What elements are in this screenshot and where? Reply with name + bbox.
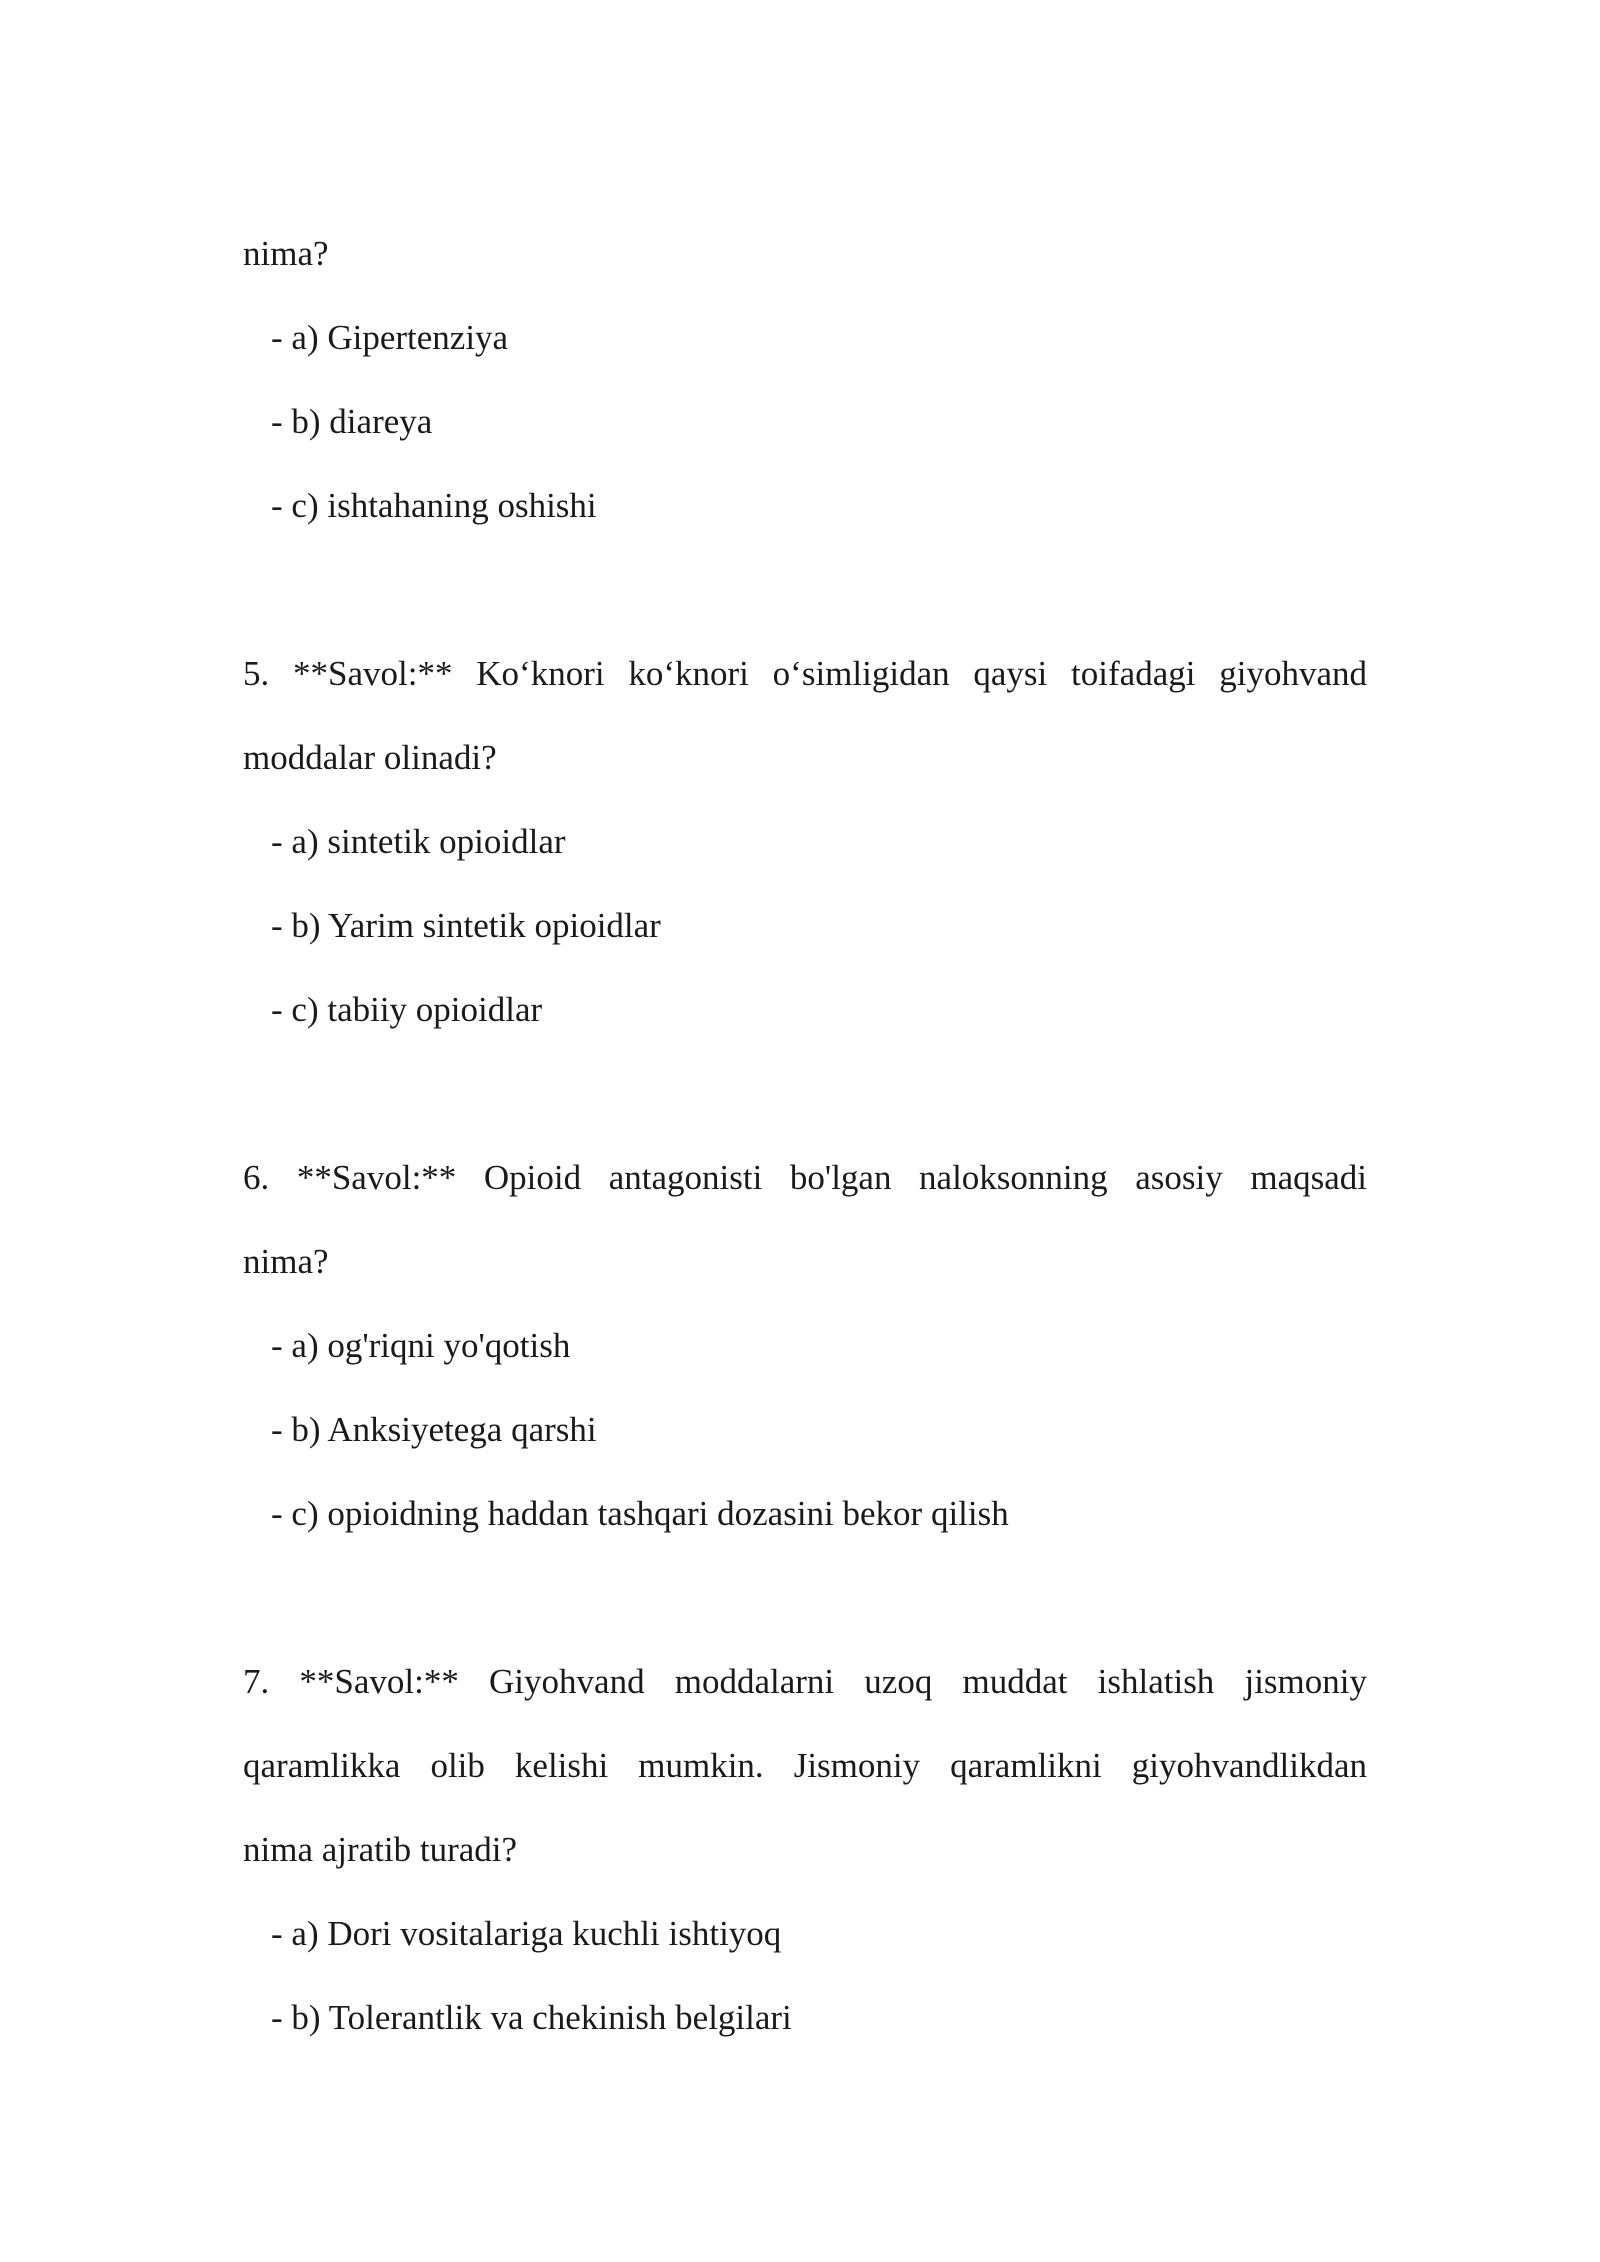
question-5-line-1: 5. **Savol:** Ko‘knori ko‘knori o‘simligidan qaysi toifadagi giyohvand	[243, 654, 1367, 693]
question-4-option-c: - c) ishtahaning oshishi	[271, 486, 597, 525]
question-6-line-2: nima?	[243, 1242, 329, 1281]
question-5-line-2: moddalar olinadi?	[243, 738, 497, 777]
document-page	[243, 0, 1367, 2262]
question-6-option-a: - a) og'riqni yo'qotish	[271, 1326, 571, 1365]
question-6-option-b: - b) Anksiyetega qarshi	[271, 1410, 597, 1449]
question-5-option-c: - c) tabiiy opioidlar	[271, 990, 543, 1029]
question-7-line-3: nima ajratib turadi?	[243, 1830, 518, 1869]
question-4-option-a: - a) Gipertenziya	[271, 318, 509, 357]
question-4-option-b: - b) diareya	[271, 402, 433, 441]
question-6-option-c: - c) opioidning haddan tashqari dozasini bekor qilish	[271, 1494, 1009, 1533]
question-5-option-a: - a) sintetik opioidlar	[271, 822, 566, 861]
question-7-option-a: - a) Dori vositalariga kuchli ishtiyoq	[271, 1914, 782, 1953]
question-4-tail: nima?	[243, 234, 329, 273]
question-6-line-1: 6. **Savol:** Opioid antagonisti bo'lgan naloksonning asosiy maqsadi	[243, 1158, 1367, 1197]
question-5-option-b: - b) Yarim sintetik opioidlar	[271, 906, 661, 945]
question-7-option-b: - b) Tolerantlik va chekinish belgilari	[271, 1998, 792, 2037]
question-7-line-1: 7. **Savol:** Giyohvand moddalarni uzoq muddat ishlatish jismoniy	[243, 1662, 1367, 1701]
question-7-line-2: qaramlikka olib kelishi mumkin. Jismoniy qaramlikni giyohvandlikdan	[243, 1746, 1367, 1785]
